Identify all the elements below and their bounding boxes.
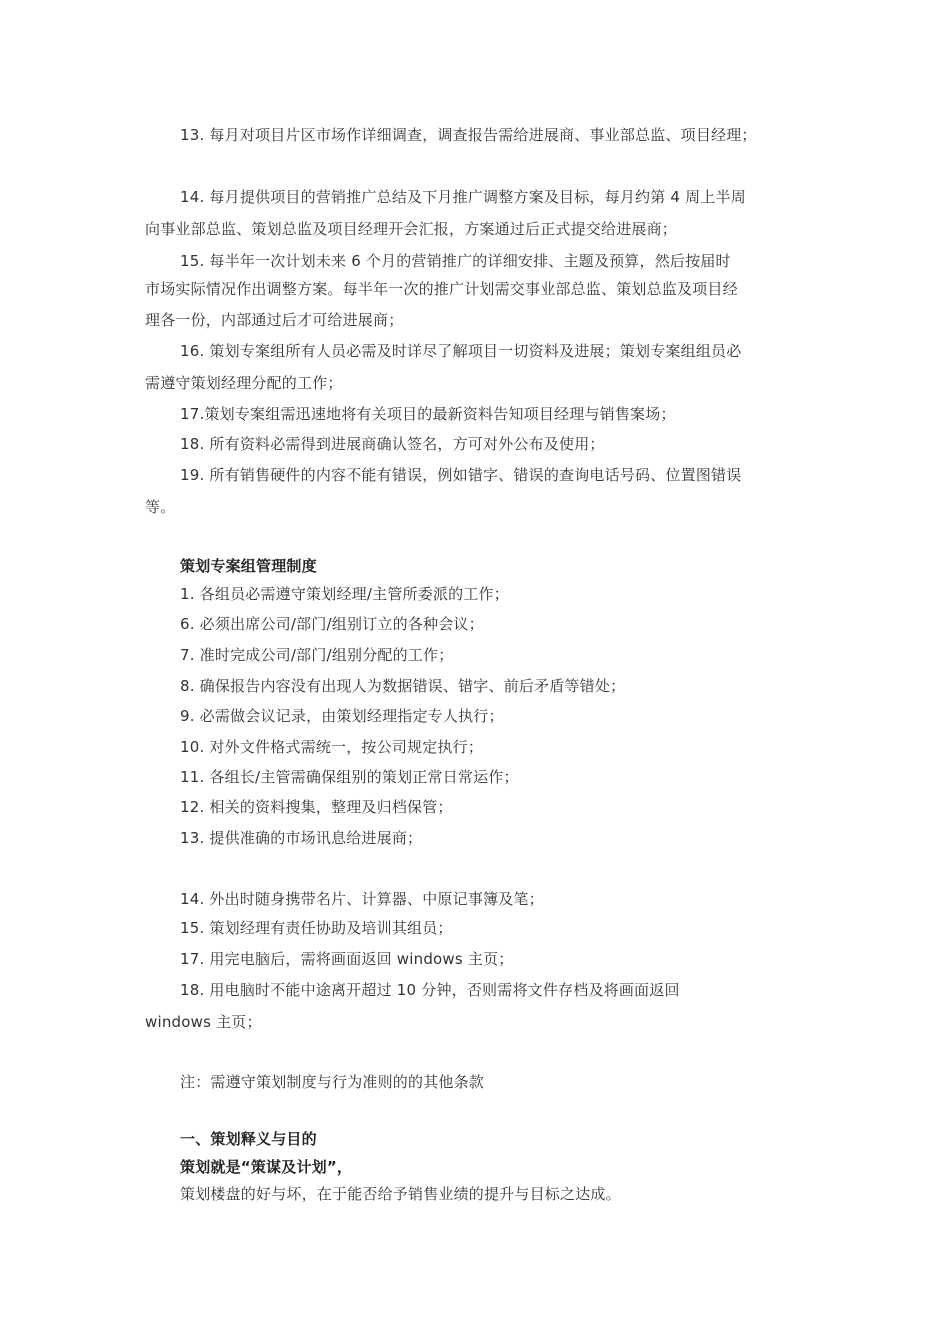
team-rule-9: 9. 必需做会议记录，由策划经理指定专人执行； (180, 707, 504, 725)
team-rule-8: 8. 确保报告内容没有出现人为数据错误、错字、前后矛盾等错处； (180, 677, 626, 695)
rule-13-market-survey: 13. 每月对项目片区市场作详细调查，调查报告需给进展商、事业部总监、项目经理； (180, 126, 757, 144)
team-rule-12: 12. 相关的资料搜集，整理及归档保管； (180, 798, 453, 816)
section-heading-planning-meaning: 一、策划释义与目的 (180, 1130, 317, 1148)
rule-15-half-year-plan: 15. 每半年一次计划未来 6 个月的营销推广的详细安排、主题及预算，然后按届时 (180, 252, 731, 270)
rule-15-continuation-2: 理各一份，内部通过后才可给进展商； (145, 311, 404, 329)
team-rule-18: 18. 用电脑时不能中途离开超过 10 分钟，否则需将文件存档及将画面返回 (180, 981, 680, 999)
rule-19-no-errors: 19. 所有销售硬件的内容不能有错误，例如错字、错误的查询电话号码、位置图错误 (180, 466, 742, 484)
team-rule-17: 17. 用完电脑后，需将画面返回 windows 主页； (180, 950, 514, 968)
planning-purpose: 策划楼盘的好与坏，在于能否给予销售业绩的提升与目标之达成。 (180, 1185, 621, 1203)
team-rule-7: 7. 准时完成公司/部门/组别分配的工作； (180, 646, 454, 664)
rule-18-confirmation: 18. 所有资料必需得到进展商确认签名，方可对外公布及使用； (180, 435, 605, 453)
team-rule-14: 14. 外出时随身携带名片、计算器、中原记事簿及笔； (180, 890, 544, 908)
rule-19-continuation: 等。 (145, 498, 176, 516)
team-rule-6: 6. 必须出席公司/部门/组别订立的各种会议； (180, 615, 484, 633)
rule-16-team-awareness: 16. 策划专案组所有人员必需及时详尽了解项目一切资料及进展；策划专案组组员必 (180, 342, 742, 360)
rule-14-continuation: 向事业部总监、策划总监及项目经理开会汇报，方案通过后正式提交给进展商； (145, 220, 678, 238)
note-line: 注：需遵守策划制度与行为准则的的其他条款 (180, 1073, 485, 1091)
rule-15-continuation-1: 市场实际情况作出调整方案。每半年一次的推广计划需交事业部总监、策划总监及项目经 (145, 280, 738, 298)
team-rule-10: 10. 对外文件格式需统一，按公司规定执行； (180, 738, 484, 756)
team-rule-1: 1. 各组员必需遵守策划经理/主管所委派的工作； (180, 585, 509, 603)
team-rule-18-continuation: windows 主页； (145, 1013, 262, 1031)
planning-definition: 策划就是“策谋及计划”， (180, 1158, 353, 1176)
rule-16-continuation: 需遵守策划经理分配的工作； (145, 374, 343, 392)
team-rule-15: 15. 策划经理有责任协助及培训其组员； (180, 919, 453, 937)
rule-14-monthly-summary: 14. 每月提供项目的营销推广总结及下月推广调整方案及目标，每月约第 4 周上半周 (180, 188, 746, 206)
rule-17-inform-manager: 17.策划专案组需迅速地将有关项目的最新资料告知项目经理与销售案场； (180, 405, 676, 423)
team-rule-11: 11. 各组长/主管需确保组别的策划正常日常运作； (180, 768, 519, 786)
section-heading-team-rules: 策划专案组管理制度 (180, 557, 317, 575)
team-rule-13: 13. 提供准确的市场讯息给进展商； (180, 829, 423, 847)
